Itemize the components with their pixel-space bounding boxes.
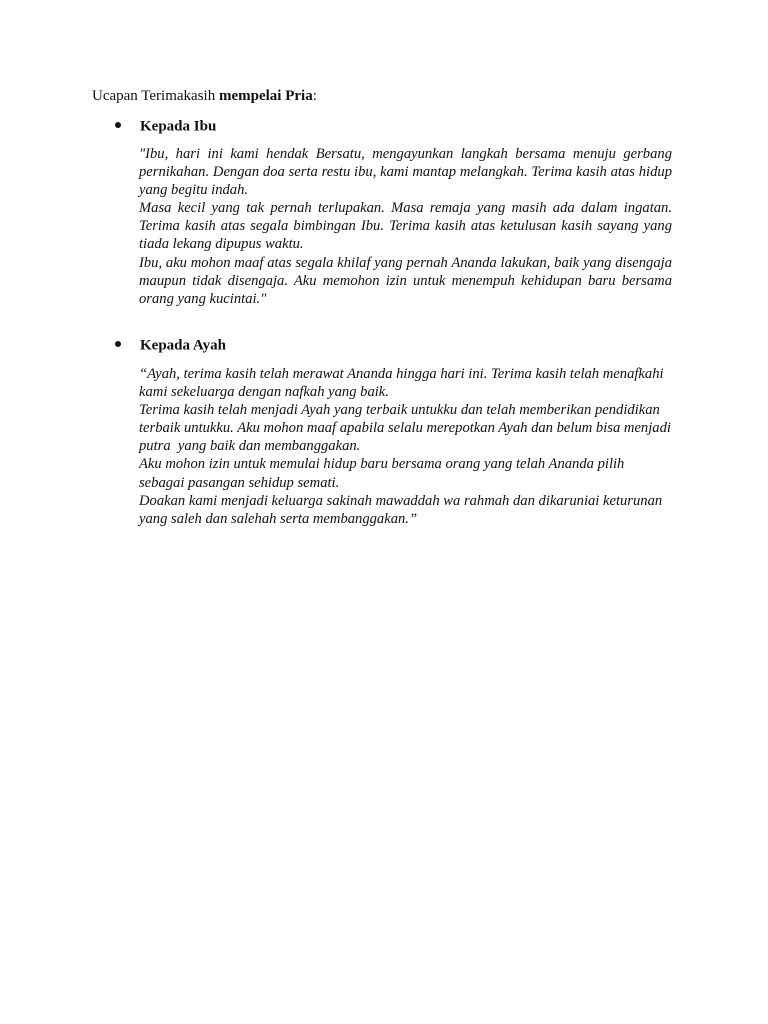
page-heading <box>92 86 317 106</box>
bullet-icon <box>115 341 121 347</box>
quote-ayah-paragraph-4: Doakan kami menjadi keluarga sakinah mawaddah wa rahmah dan dikaruniai keturunan yang saleh dan salehah serta membanggakan.” <box>139 492 663 527</box>
heading-prefix: Ucapan Terimakasih <box>92 88 219 104</box>
quote-ayah-paragraph-3: Aku mohon izin untuk memulai hidup baru bersama orang yang telah Ananda pilih sebagai pasangan sehidup semati. <box>139 456 625 491</box>
quote-ayah-paragraph-1: “Ayah, terima kasih telah merawat Ananda hingga hari ini. Terima kasih telah menafkahi kami sekeluarga dengan nafkah yang baik. <box>139 366 664 401</box>
section-title-ayah <box>115 335 226 356</box>
bullet-icon <box>115 122 121 128</box>
quote-ayah <box>139 365 675 528</box>
heading-bold: mempelai Pria <box>218 88 313 104</box>
section-title-label: Kepada Ibu <box>140 118 217 135</box>
quote-ibu-paragraph-1: "Ibu, hari ini kami hendak Bersatu, mengayunkan langkah bersama menuju gerbang pernikahan. Dengan doa serta restu ibu, kami mantap melangkah. Terima kasih atas hidup yang begitu indah. <box>139 146 672 199</box>
quote-ibu-paragraph-2: Masa kecil yang tak pernah terlupakan. Masa remaja yang masih ada dalam ingatan. Terima kasih atas segala bimbingan Ibu. Terima kasih atas ketulusan kasih sayang yang tiada lekang dipupus waktu. <box>139 200 672 253</box>
quote-ibu <box>139 145 672 308</box>
quote-ibu-paragraph-3: Ibu, aku mohon maaf atas segala khilaf yang pernah Ananda lakukan, baik yang disengaja maupun tidak disengaja. Aku memohon izin untuk menempuh kehidupan baru bersama orang yang kucintai." <box>139 254 672 307</box>
section-title-ibu <box>115 116 216 137</box>
heading-suffix: : <box>312 88 317 104</box>
quote-ayah-paragraph-2: Terima kasih telah menjadi Ayah yang terbaik untukku dan telah memberikan pendidikan terbaik untukku. Aku mohon maaf apabila selalu merepotkan Ayah dan belum bisa menjadi putra yang baik dan membanggakan. <box>139 402 675 455</box>
section-title-label: Kepada Ayah <box>140 337 226 354</box>
